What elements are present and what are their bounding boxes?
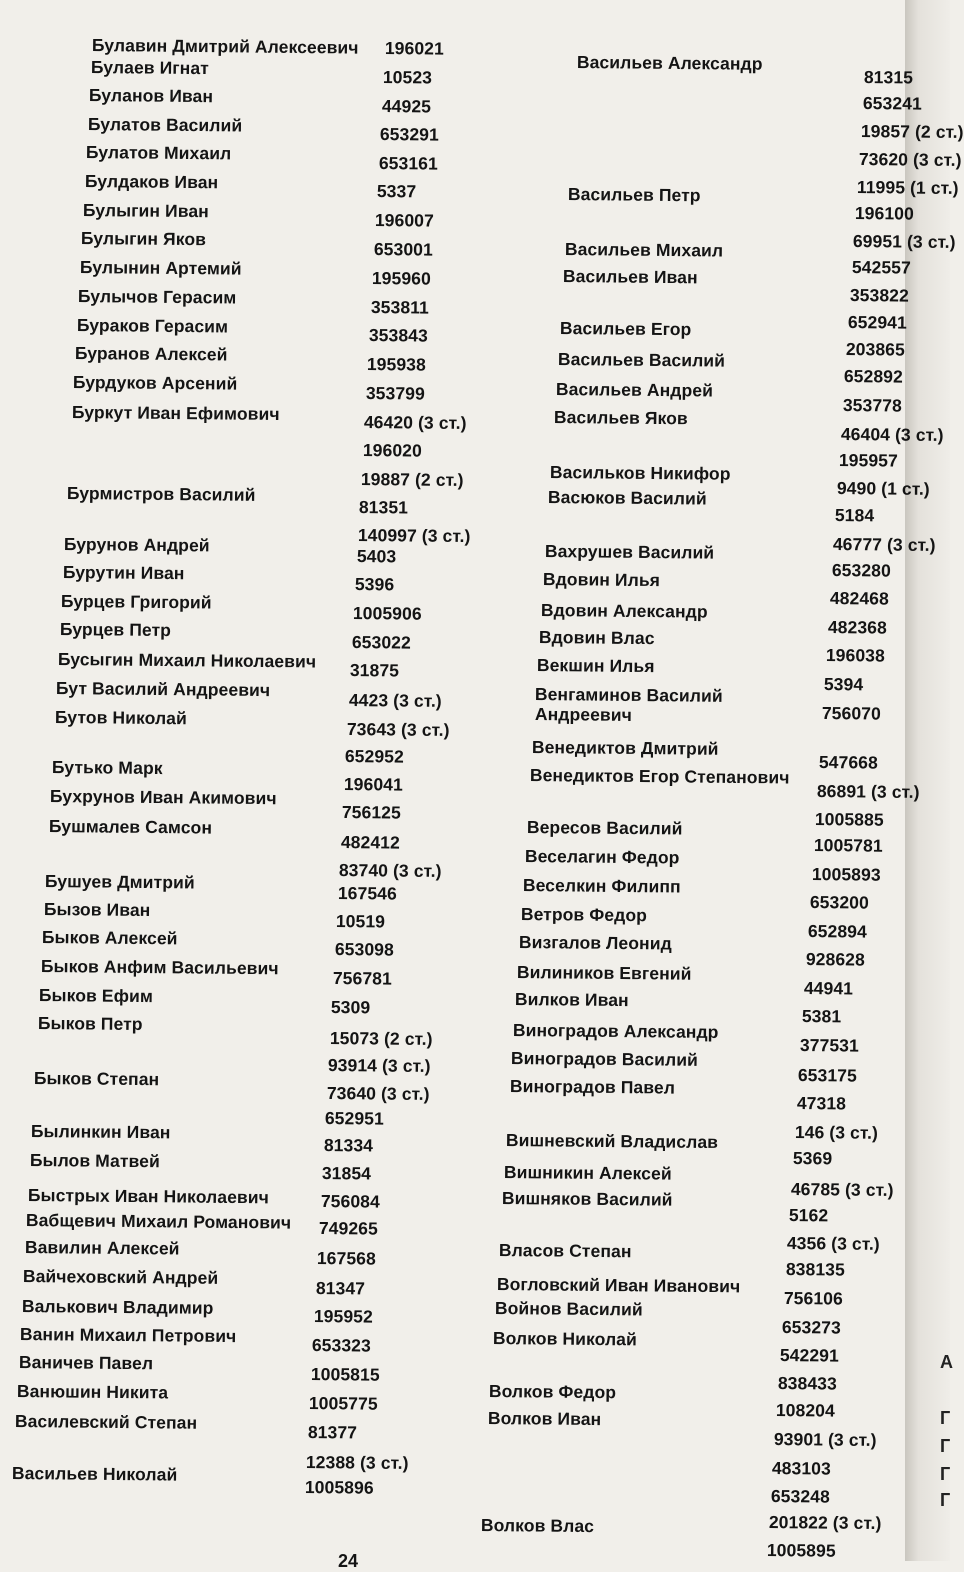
archive-code: 108204 [775,1400,835,1421]
entry-name: Васюков Василий [547,487,707,509]
entry-name: Васильев Михаил [564,239,724,261]
archive-code: 46777 (3 ст.) [832,534,936,555]
archive-code: 196021 [384,38,444,59]
entry-name: Васильев Петр [567,184,701,206]
entry-name: Ветров Федор [520,904,648,926]
entry-name: Вишневский Владислав [505,1130,719,1153]
archive-code: 195957 [838,450,898,471]
entry-name: Булычов Герасим [77,286,237,308]
archive-code: 838433 [777,1373,837,1394]
archive-code: 195960 [371,268,431,289]
edge-glyph: Г [940,1436,951,1456]
archive-code: 4423 (3 ст.) [348,690,442,711]
entry-name: Васильев Василий [557,349,726,371]
archive-code: 10523 [382,67,433,88]
archive-code: 353799 [365,383,425,404]
archive-code: 146 (3 ст.) [794,1122,879,1143]
archive-code: 542291 [779,1345,839,1366]
entry-name: Вавилин Алексей [24,1237,180,1259]
archive-code: 756070 [821,703,881,724]
archive-code: 1005895 [766,1540,836,1561]
entry-name: Буланов Иван [88,85,214,107]
archive-code: 1005815 [310,1364,380,1385]
archive-code: 652894 [807,921,867,942]
archive-code: 15073 (2 ст.) [329,1028,433,1049]
entry-name: Венедиктов Егор Степанович [529,765,790,788]
archive-code: 482412 [340,832,400,853]
archive-code: 653273 [781,1317,841,1338]
archive-code: 5403 [356,546,397,567]
entry-name: Буранов Алексей [74,343,228,365]
entry-name: Васильев Яков [553,407,688,429]
entry-name: Быков Алексей [41,927,178,949]
entry-name: Виноградов Александр [512,1020,719,1042]
archive-code: 196038 [825,645,885,666]
entry-name: Булавин Дмитрий Алексеевич [91,35,359,58]
archive-code: 201822 (3 ст.) [768,1512,882,1534]
entry-name: Васильев Николай [11,1463,178,1485]
archive-code: 838135 [785,1259,845,1280]
archive-code: 195952 [313,1306,373,1327]
archive-code: 653001 [373,239,433,260]
entry-name: Быков Степан [33,1068,160,1090]
archive-code: 652941 [847,312,907,333]
archive-code: 196007 [374,210,434,231]
archive-code: 653280 [831,560,891,581]
entry-name: Бурдуков Арсений [72,372,238,394]
archive-code: 928628 [805,949,865,970]
entry-name: Былинкин Иван [30,1121,171,1143]
archive-code: 482368 [827,617,887,638]
archive-code: 31854 [321,1163,372,1184]
archive-code: 19857 (2 ст.) [860,121,964,142]
entry-name: Волков Николай [492,1328,638,1350]
entry-name: Вишникин Алексей [503,1162,672,1184]
entry-name: Васильков Никифор [549,462,731,484]
edge-glyph: А [940,1352,953,1372]
archive-code: 44925 [381,96,432,117]
entry-name: Волков Иван [487,1408,602,1430]
entry-name: Векшин Илья [536,655,655,677]
entry-name: Булаев Игнат [90,57,209,79]
entry-name: Вогловский Иван Иванович [496,1274,741,1297]
archive-code: 353778 [842,395,902,416]
archive-code: 9490 (1 ст.) [836,478,930,499]
archive-code: 31875 [349,660,400,681]
entry-name: Виноградов Павел [509,1076,676,1098]
entry-name: Былов Матвей [29,1150,161,1172]
archive-code: 83740 (3 ст.) [338,860,442,881]
archive-code: 73620 (3 ст.) [858,149,962,170]
entry-name: Булыгин Иван [82,200,209,222]
archive-code: 93901 (3 ст.) [773,1429,877,1450]
entry-name: Ванюшин Никита [16,1381,169,1403]
archive-code: 1005885 [814,809,884,830]
archive-code: 653161 [378,153,438,174]
archive-code: 653175 [797,1065,857,1086]
entry-name: Волков Влас [480,1515,595,1537]
entry-name: Вайчеховский Андрей [22,1266,219,1288]
entry-name: Валькович Владимир [21,1296,214,1318]
archive-code: 10519 [335,911,386,932]
entry-name: Бутов Николай [54,707,188,729]
entry-name: Вдовин Влас [538,627,655,649]
entry-name: Васильев Александр [576,52,763,74]
entry-name: Веселкин Филипп [522,875,681,897]
archive-code: 73640 (3 ст.) [326,1083,430,1104]
archive-code: 482468 [829,588,889,609]
entry-name: Бурунов Андрей [63,534,210,556]
archive-code: 196100 [854,203,914,224]
archive-code: 140997 (3 ст.) [357,525,471,547]
archive-code: 86891 (3 ст.) [816,781,920,802]
entry-name: Быков Анфим Васильевич [40,956,279,979]
entry-name: Васильев Иван [562,266,698,288]
entry-name: Бурцев Григорий [60,591,212,613]
archive-code: 11995 (1 ст.) [856,177,959,198]
archive-code: 1005893 [811,864,881,885]
entry-name: Визгалов Леонид [518,932,672,954]
archive-code: 167546 [337,883,397,904]
archive-code: 353811 [370,297,430,318]
archive-code: 46785 (3 ст.) [790,1179,894,1200]
archive-code: 749265 [318,1218,378,1239]
archive-code: 1005896 [304,1477,374,1498]
entry-name: Веселагин Федор [524,846,680,868]
archive-code: 12388 (3 ст.) [305,1452,409,1473]
archive-code: 5381 [801,1006,842,1027]
archive-code: 1005781 [813,835,883,856]
entry-name: Быков Ефим [38,985,154,1007]
entry-name: Вилков Иван [514,989,629,1011]
entry-name: Василевский Степан [14,1411,198,1433]
entry-name: Вабщевич Михаил Романович [25,1210,292,1233]
archive-code: 4356 (3 ст.) [786,1233,880,1254]
entry-name: Вересов Василий [526,817,683,839]
entry-name: Вахрушев Василий [544,541,715,563]
archive-code: 653323 [311,1335,371,1356]
archive-code: 653098 [334,939,394,960]
archive-code: 377531 [799,1035,859,1056]
archive-code: 73643 (3 ст.) [346,719,450,740]
archive-code: 5309 [330,997,371,1018]
entry-name: Бушуев Дмитрий [44,871,195,893]
entry-name: Власов Степан [498,1240,632,1262]
edge-glyph: Г [940,1464,951,1484]
archive-code: 81377 [307,1422,358,1443]
entry-name: Венгаминов Василий [534,684,723,706]
archive-code: 44941 [803,978,854,999]
entry-name: Бызов Иван [43,899,151,921]
archive-code: 46404 (3 ст.) [840,424,944,445]
entry-name: Васильев Егор [559,318,692,340]
archive-code: 81315 [863,67,914,88]
archive-code: 653200 [809,892,869,913]
entry-name: Бушмалев Самсон [48,816,213,838]
entry-name: Булатов Василий [87,114,243,136]
archive-code: 353843 [368,325,428,346]
archive-code: 167568 [316,1248,376,1269]
entry-name: Бурмистров Василий [66,483,256,505]
entry-name: Ванин Михаил Петрович [19,1324,237,1347]
entry-name: Булатов Михаил [85,142,232,164]
archive-code: 5396 [354,574,395,595]
entry-name: Бурутин Иван [62,562,185,584]
archive-code: 5394 [823,674,864,695]
archive-code: 5369 [792,1148,833,1169]
archive-code: 19887 (2 ст.) [360,469,464,490]
archive-code: 5184 [834,505,875,526]
archive-code: 653241 [862,93,922,114]
entry-name: Ваничев Павел [18,1352,154,1374]
archive-code: 1005775 [308,1393,378,1414]
entry-name: Вдовин Александр [540,600,708,622]
archive-code: 5337 [376,181,417,202]
archive-code: 196041 [343,774,403,795]
archive-code: 81334 [323,1135,374,1156]
archive-code: 483103 [771,1458,831,1479]
page-number: 24 [338,1551,359,1571]
entry-name: Войнов Василий [494,1298,643,1320]
archive-code: 652892 [843,366,903,387]
archive-code: 542557 [851,257,911,278]
archive-code: 353822 [849,285,909,306]
entry-name: Вилиников Евгений [516,962,692,984]
archive-code: 69951 (3 ст.) [852,231,956,252]
entry-name: Бусыгин Михаил Николаевич [57,649,317,672]
archive-code: 1005906 [352,603,422,624]
archive-code: 653248 [770,1486,830,1507]
archive-code: 81351 [358,497,409,518]
entry-name: Булдаков Иван [84,171,219,193]
archive-code: 652952 [344,746,404,767]
entry-name: Быстрых Иван Николаевич [27,1185,270,1208]
entry-name: Васильев Андрей [555,379,714,401]
entry-name: Булыгин Яков [80,228,207,250]
entry-name: Вишняков Василий [501,1188,673,1210]
entry-name-continued: Андреевич [534,704,633,725]
entry-name: Волков Федор [488,1381,617,1403]
archive-code: 653022 [351,632,411,653]
entry-name: Буркут Иван Ефимович [71,402,280,424]
archive-code: 653291 [379,124,439,145]
archive-code: 81347 [315,1278,366,1299]
archive-code: 756106 [783,1288,843,1309]
edge-glyph: Г [940,1490,951,1510]
entry-name: Вдовин Илья [542,569,661,591]
archive-code: 547668 [818,752,878,773]
archive-code: 47318 [796,1093,847,1114]
archive-code: 756125 [341,802,401,823]
entry-name: Булынин Артемий [79,257,242,279]
archive-code: 203865 [845,339,905,360]
archive-code: 196020 [362,440,422,461]
archive-code: 195938 [366,354,426,375]
archive-code: 756084 [320,1191,380,1212]
entry-name: Бутько Марк [51,757,163,779]
archive-code: 93914 (3 ст.) [327,1055,431,1076]
archive-code: 5162 [788,1205,829,1226]
entry-name: Венедиктов Дмитрий [531,737,719,759]
entry-name: Бураков Герасим [76,315,229,337]
entry-name: Быков Петр [37,1013,143,1035]
archive-code: 756781 [332,968,392,989]
edge-glyph: Г [940,1408,951,1428]
entry-name: Бут Василий Андреевич [55,678,271,701]
entry-name: Бухрунов Иван Акимович [49,786,277,809]
archive-code: 46420 (3 ст.) [363,412,467,433]
archive-code: 652951 [324,1108,384,1129]
entry-name: Бурцев Петр [59,619,172,641]
entry-name: Виноградов Василий [510,1048,699,1070]
